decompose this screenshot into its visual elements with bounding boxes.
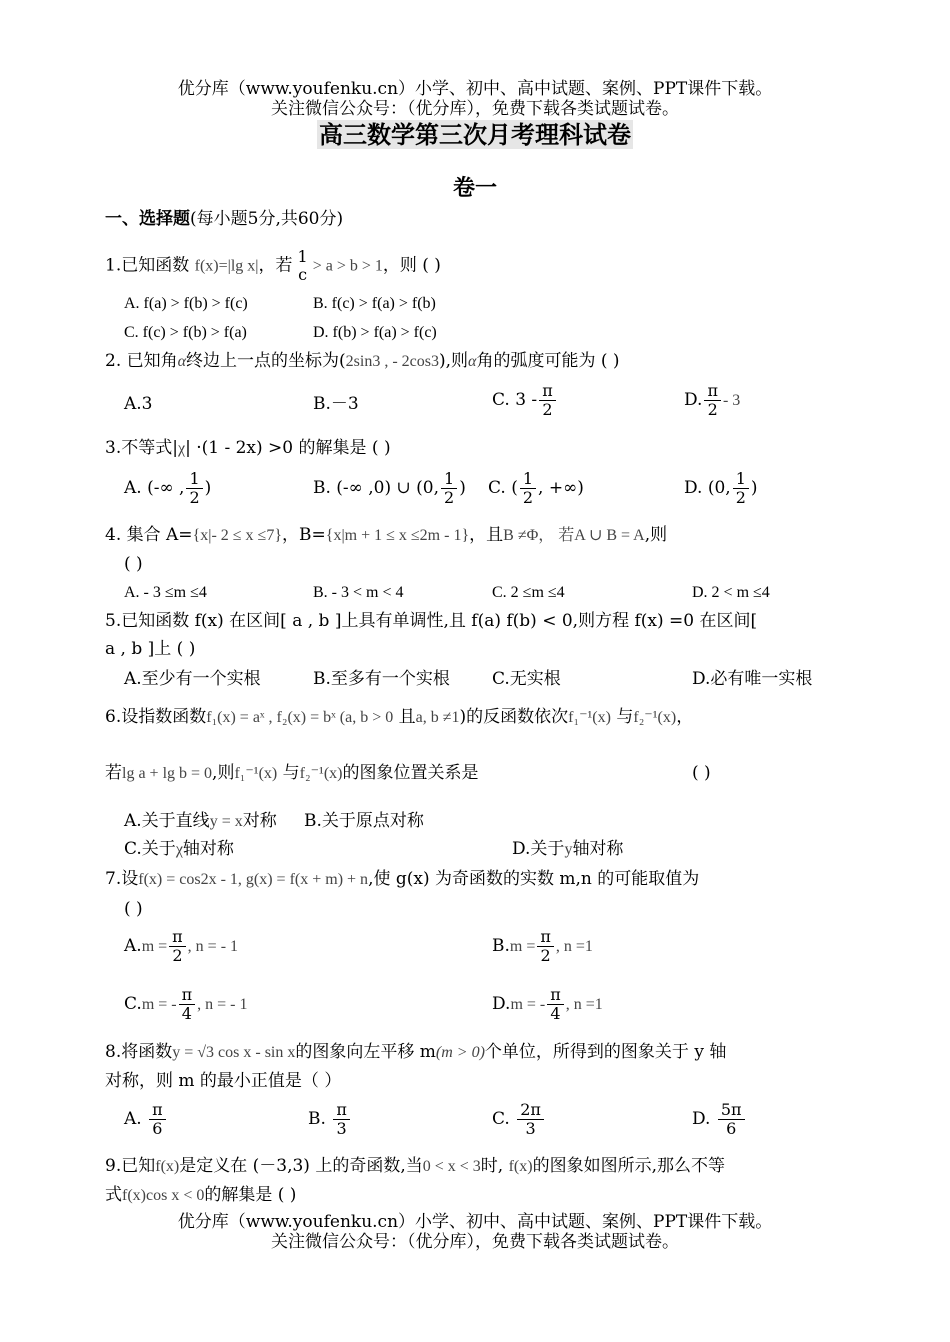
q2-alpha: α <box>177 353 187 370</box>
question-7-line1 <box>105 868 699 891</box>
q7-line1a: 7.设 <box>105 869 139 889</box>
q6-line2d: 的图象位置关系是 <box>342 763 479 783</box>
q9-line2b: 的解集是 ( ) <box>204 1185 297 1205</box>
q7-option-a[interactable] <box>124 928 238 965</box>
q7-expr: f(x) = cos2x - 1, g(x) = f(x + m) + n <box>138 871 369 888</box>
q2-option-a[interactable]: A.3 <box>124 394 153 414</box>
q7-b-m: m = <box>509 938 536 955</box>
question-2-stem <box>105 350 620 373</box>
q7-c-four: 4 <box>181 1004 192 1023</box>
question-9-line1 <box>105 1155 725 1178</box>
q8-d-fivepi: 5π <box>718 1101 745 1120</box>
q7-c-pre: C. <box>124 994 142 1014</box>
volume-heading: 卷一 <box>452 175 497 201</box>
q7-c-m: m = - <box>141 996 177 1013</box>
q1-fraction <box>295 248 311 284</box>
q1-stem-d: ，则 ( ) <box>382 255 441 276</box>
q3-d-close: ) <box>750 478 758 498</box>
q2-option-c[interactable] <box>492 382 558 419</box>
q6-a-expr: y = x <box>209 813 243 830</box>
q3-d-one: 1 <box>733 470 749 489</box>
question-5-line2: a , b ]上 ( ) <box>105 639 196 659</box>
question-4-stem <box>105 524 667 547</box>
q3-d-two: 2 <box>735 488 746 507</box>
q7-d-post: , n =1 <box>565 996 603 1013</box>
q8-option-c[interactable] <box>492 1101 546 1138</box>
q8-option-a[interactable] <box>124 1101 168 1138</box>
q1-stem-a: 1.已知函数 <box>105 255 190 276</box>
q6-option-c[interactable] <box>124 838 234 861</box>
section-title: 一、选择题 <box>105 209 190 229</box>
q2-coord: 2sin3 , - 2cos3 <box>345 353 439 370</box>
q7-b-two: 2 <box>540 946 551 965</box>
q8-a-fraction <box>149 1101 166 1138</box>
q3-option-a[interactable] <box>124 470 211 507</box>
q6-line2c: 与 <box>282 763 300 783</box>
q7-a-pi: π <box>169 928 186 947</box>
site-footer-line2: 关注微信公众号：（优分库），免费下载各类试题试卷。 <box>271 1232 679 1252</box>
q6-line1e: ， <box>676 707 694 727</box>
q2-d-two: 2 <box>707 400 718 419</box>
q2-c-pi: π <box>539 382 556 401</box>
q9-line1d: 的图象如图所示,那么不等 <box>532 1156 725 1176</box>
q8-option-b[interactable] <box>308 1101 352 1138</box>
q6-option-a[interactable] <box>124 810 277 833</box>
q9-line2a: 式 <box>105 1185 122 1205</box>
question-8-line2: 对称，则 m 的最小正值是（ ） <box>105 1071 342 1091</box>
section-note: (每小题5分,共60分) <box>190 209 344 229</box>
q8-line1a: 8.将函数 <box>105 1042 173 1062</box>
site-footer-line1: 优分库（www.youfenku.cn）小学、初中、高中试题、案例、PPT课件下载。 <box>177 1212 773 1232</box>
q5-option-d[interactable]: D.必有唯一实根 <box>692 669 813 689</box>
q4-stem-b: ，B= <box>282 525 326 545</box>
q4-option-b[interactable]: B. - 3 < m < 4 <box>313 584 404 601</box>
question-1-stem <box>105 248 441 284</box>
q4-set-a: {x|- 2 ≤ x ≤7} <box>192 527 283 544</box>
q7-c-pi: π <box>179 986 196 1005</box>
q5-option-c[interactable]: C.无实根 <box>492 669 561 689</box>
q7-d-fraction <box>547 986 564 1023</box>
q6-d-expr: y <box>564 841 573 858</box>
q7-option-b[interactable] <box>492 928 593 965</box>
q3-stem-a: 3.不等式| <box>105 438 178 458</box>
q7-d-m: m = - <box>510 996 546 1013</box>
q9-ineq: f(x)cos x < 0 <box>122 1187 205 1204</box>
q3-a-close: ) <box>204 478 212 498</box>
q6-option-b[interactable]: B.关于原点对称 <box>304 811 424 831</box>
q8-c-fraction <box>517 1101 544 1138</box>
q8-b-three: 3 <box>336 1119 347 1138</box>
q8-expr: y = √3 cos x - sin x <box>172 1044 296 1061</box>
q2-c-pre: C. 3 - <box>492 390 538 410</box>
q8-d-label: D. <box>692 1109 711 1129</box>
q3-c-post: , +∞) <box>538 478 584 498</box>
question-8-line1 <box>105 1041 726 1064</box>
q6-inv1-b: f₁⁻¹(x) <box>234 765 278 782</box>
q4-option-c[interactable]: C. 2 ≤m ≤4 <box>492 584 565 601</box>
q3-option-b[interactable] <box>313 470 466 507</box>
q4-set-b: {x|m + 1 ≤ x ≤2m - 1} <box>325 527 470 544</box>
q7-a-fraction <box>169 928 186 965</box>
q5-option-a[interactable]: A.至少有一个实根 <box>124 669 261 689</box>
q1-ineq: > a > b > 1 <box>312 257 383 275</box>
q3-option-c[interactable] <box>488 470 584 507</box>
question-6-line2 <box>105 762 478 785</box>
q7-b-fraction <box>537 928 554 965</box>
q2-option-b[interactable]: B.－3 <box>313 394 359 414</box>
q3-c-pre: C. ( <box>488 478 518 498</box>
q2-stem-a: 2. 已知角 <box>105 351 178 371</box>
q1-option-d[interactable]: D. f(b) > f(a) > f(c) <box>313 324 437 341</box>
q2-alpha-2: α <box>468 353 477 370</box>
q1-option-b[interactable]: B. f(c) > f(a) > f(b) <box>313 295 436 312</box>
q2-c-fraction <box>539 382 556 419</box>
q6-inv1: f₁⁻¹(x) <box>568 709 611 726</box>
q7-d-pi: π <box>547 986 564 1005</box>
q1-expr: f(x)=|lg x| <box>194 257 259 275</box>
q9-fx: f(x) <box>155 1158 180 1175</box>
q3-a-fraction <box>186 470 202 507</box>
q8-c-twopi: 2π <box>517 1101 544 1120</box>
q7-b-post: , n =1 <box>555 938 593 955</box>
q6-expr1: f₁(x) = aˣ , f₂(x) = bˣ (a, b > 0 <box>206 709 394 726</box>
q6-a-pre: A.关于直线 <box>124 811 210 831</box>
q6-expr2: a, b ≠1 <box>415 709 460 726</box>
site-banner-line1: 优分库（www.youfenku.cn）小学、初中、高中试题、案例、PPT课件下载。 <box>177 79 773 99</box>
q6-a-post: 对称 <box>242 811 277 831</box>
q7-a-pre: A. <box>124 936 142 956</box>
q1-frac-den: c <box>298 265 308 284</box>
q7-b-pi: π <box>537 928 554 947</box>
q4-option-a[interactable]: A. - 3 ≤m ≤4 <box>124 584 207 601</box>
q6-c-pre: C.关于 <box>124 839 176 859</box>
q2-option-d[interactable] <box>684 382 740 419</box>
q6-c-post: 轴对称 <box>182 839 234 859</box>
q8-b-pi: π <box>333 1101 350 1120</box>
q3-b-one: 1 <box>441 470 457 489</box>
q7-option-d[interactable] <box>492 986 603 1023</box>
question-5-line1: 5.已知函数 f(x) 在区间[ a , b ]上具有单调性,且 f(a) f(b) < 0,则方程 f(x) =0 在区间[ <box>105 611 758 631</box>
q6-answer-paren: ( ) <box>692 763 711 783</box>
q8-line1b: 的图象向左平移 m <box>295 1042 436 1062</box>
q7-a-post: , n = - 1 <box>187 938 239 955</box>
q8-option-d[interactable] <box>692 1101 747 1138</box>
q8-b-label: B. <box>308 1109 326 1129</box>
q8-a-pi: π <box>149 1101 166 1120</box>
question-3-stem <box>105 437 391 460</box>
q3-c-one: 1 <box>520 470 536 489</box>
q7-d-pre: D. <box>492 994 511 1014</box>
q7-option-c[interactable] <box>124 986 247 1023</box>
q1-option-c[interactable]: C. f(c) > f(b) > f(a) <box>124 324 247 341</box>
q6-d-pre: D.关于 <box>512 839 565 859</box>
q8-a-label: A. <box>124 1109 142 1129</box>
q3-a-two: 2 <box>189 488 200 507</box>
page-title-text: 高三数学第三次月考理科试卷 <box>319 120 631 149</box>
question-6-line1 <box>105 706 693 729</box>
q3-a-one: 1 <box>186 470 202 489</box>
q9-line1b: 是定义在 (－3,3) 上的奇函数,当 <box>179 1156 423 1176</box>
q3-a-pre: A. (-∞ , <box>124 478 185 498</box>
q4-stem-a: 4. 集合 A= <box>105 525 193 545</box>
q6-c-expr: χ <box>175 841 183 858</box>
q7-line1b: ,使 g(x) 为奇函数的实数 m,n 的可能取值为 <box>368 869 700 889</box>
q7-a-two: 2 <box>172 946 183 965</box>
q8-d-fraction <box>718 1101 745 1138</box>
q1-option-a[interactable]: A. f(a) > f(b) > f(c) <box>124 295 248 312</box>
q3-c-fraction <box>520 470 536 507</box>
q3-b-close: ) <box>459 478 466 498</box>
q8-d-six: 6 <box>726 1119 737 1138</box>
q3-d-pre: D. (0, <box>684 478 731 498</box>
q6-line1b: 且 <box>398 707 416 727</box>
q8-c-three: 3 <box>525 1119 536 1138</box>
q7-d-four: 4 <box>550 1004 561 1023</box>
q8-cond: (m > 0) <box>435 1044 485 1061</box>
q2-stem-c: ),则 <box>439 351 469 371</box>
q3-stem-b: | ·(1 - 2x) >0 的解集是 ( ) <box>185 438 391 458</box>
q3-b-pre: B. (-∞ ,0) ∪ (0, <box>313 478 439 498</box>
q3-b-two: 2 <box>444 488 455 507</box>
q6-line1c: )的反函数依次 <box>459 707 569 727</box>
q2-c-two: 2 <box>542 400 553 419</box>
q2-d-pi: π <box>704 382 721 401</box>
q8-line1c: 个单位，所得到的图象关于 y 轴 <box>484 1042 727 1062</box>
q4-stem-c: ，且 <box>469 525 504 545</box>
q2-d-pre: D. <box>684 390 703 410</box>
q2-d-fraction <box>704 382 721 419</box>
q1-stem-b: ，若 <box>258 255 293 276</box>
q6-option-d[interactable] <box>512 838 623 861</box>
question-9-line2 <box>105 1184 296 1207</box>
q9-line1c: 时, <box>480 1156 504 1176</box>
q7-a-m: m = <box>141 938 168 955</box>
q6-line2b: ,则 <box>212 763 235 783</box>
q7-answer-paren: ( ) <box>124 899 143 919</box>
q3-c-two: 2 <box>522 488 534 507</box>
q3-option-d[interactable] <box>684 470 758 507</box>
q7-c-fraction <box>179 986 196 1023</box>
q2-stem-b: 终边上一点的坐标为( <box>186 351 346 371</box>
q8-a-six: 6 <box>152 1119 163 1138</box>
q7-b-pre: B. <box>492 936 510 956</box>
page-title <box>0 120 950 150</box>
q3-b-fraction <box>441 470 457 507</box>
q9-cond: 0 < x < 3 <box>422 1158 481 1175</box>
q3-d-fraction <box>733 470 749 507</box>
section-heading <box>105 208 343 230</box>
q6-d-post: 轴对称 <box>572 839 624 859</box>
q9-line1a: 9.已知 <box>105 1156 156 1176</box>
q6-cond: lg a + lg b = 0 <box>122 765 213 782</box>
q6-line1a: 6.设指数函数 <box>105 707 207 727</box>
q2-stem-d: 角的弧度可能为 ( ) <box>476 351 620 371</box>
q4-cond: B ≠Φ， 若A ∪ B = A <box>503 527 645 544</box>
q3-x: χ <box>177 440 186 457</box>
q8-c-label: C. <box>492 1109 510 1129</box>
q4-option-d[interactable]: D. 2 < m ≤4 <box>692 584 770 601</box>
q6-inv2: f₂⁻¹(x) <box>633 709 677 726</box>
q6-line2a: 若 <box>105 763 122 783</box>
q4-answer-paren: ( ) <box>124 554 143 574</box>
q6-inv2-b: f₂⁻¹(x) <box>299 765 343 782</box>
q7-c-post: , n = - 1 <box>197 996 248 1013</box>
q8-b-fraction <box>333 1101 350 1138</box>
q2-d-post: - 3 <box>722 392 741 409</box>
site-banner-line2: 关注微信公众号：（优分库），免费下载各类试题试卷。 <box>271 99 679 119</box>
q4-stem-d: ,则 <box>644 525 668 545</box>
q1-frac-num: 1 <box>297 247 308 266</box>
q9-fx-2: f(x) <box>508 1158 533 1175</box>
q5-option-b[interactable]: B.至多有一个实根 <box>313 669 450 689</box>
q6-line1d: 与 <box>616 707 634 727</box>
